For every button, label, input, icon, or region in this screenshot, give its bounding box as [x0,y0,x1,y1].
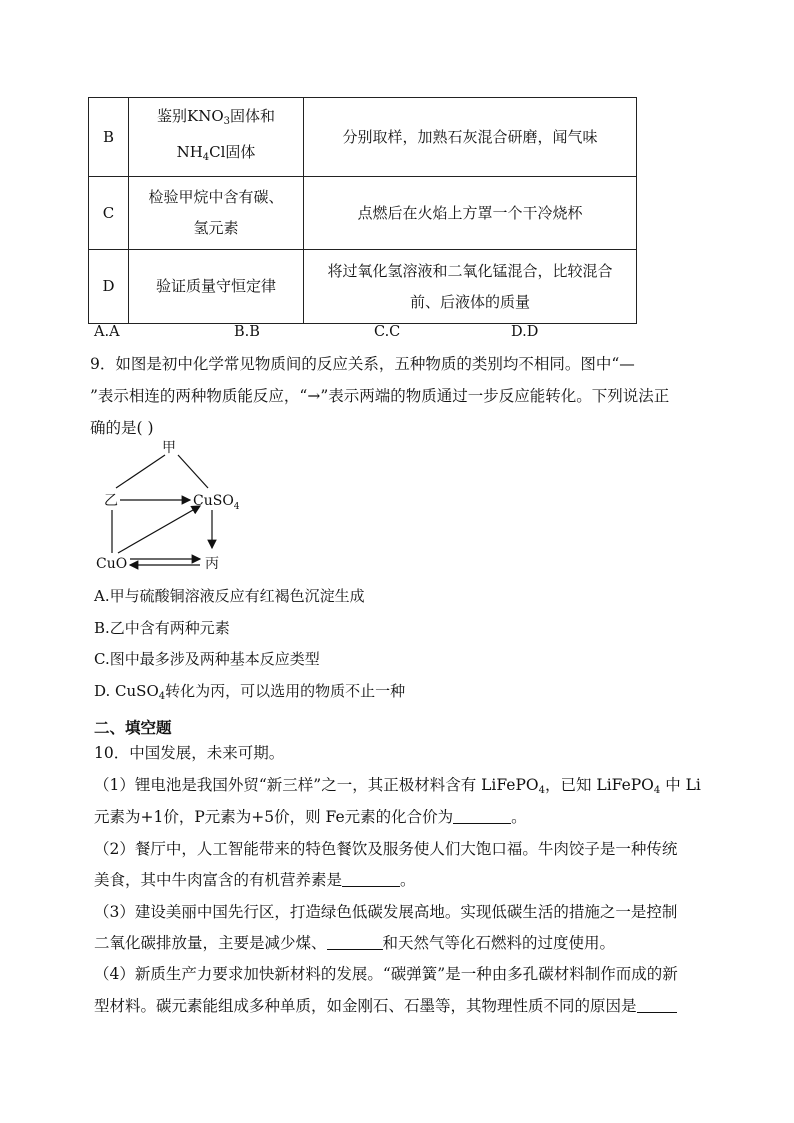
purpose-text: 鉴别KNO [156,107,224,125]
option-d-text: D. CuSO [94,682,159,700]
node-cuso4: CuSO$_4$ [193,493,240,512]
q10-part1-line2 [94,805,527,827]
option-d[interactable] [94,680,405,702]
purpose-text: Cl固体 [209,143,256,161]
node-yi: 乙 [104,493,118,509]
q10-part3-line2 [94,931,615,953]
text: 中 Li [660,776,701,794]
choice-d[interactable]: D.D [511,324,539,340]
purpose-text: 固体和 [230,107,276,125]
question-9-stem-line1: 9．如图是初中化学常见物质间的反应关系，五种物质的类别均不相同。图中“— [90,355,635,373]
method-text: 将过氧化氢溶液和二氧化锰混合，比较混合 [327,261,613,280]
table-row [89,250,637,324]
row-label: B [89,98,129,177]
node-bing: 丙 [205,556,219,572]
option-c[interactable]: C.图中最多涉及两种基本反应类型 [94,650,320,668]
text: （1）锂电池是我国外贸“新三样”之一，其正极材料含有 LiFePO [94,776,539,794]
text: 元素为+1价，P元素为+5价，则 Fe元素的化合价为 [94,808,454,826]
experiment-purpose: 验证质量守恒定律 [129,250,304,324]
question-9-stem-line2: ”表示相连的两种物质能反应，“→”表示两端的物质通过一步反应能转化。下列说法正 [90,387,670,405]
q10-part2-line1: （2）餐厅中，人工智能带来的特色餐饮及服务使人们大饱口福。牛肉饺子是一种传统 [94,840,678,858]
subscript: 4 [653,785,661,796]
q10-part1-line1 [94,773,701,796]
experiment-purpose [129,98,304,177]
text: 。 [400,871,416,889]
option-b[interactable]: B.乙中含有两种元素 [94,619,230,637]
method-text: 前、后液体的质量 [409,292,530,311]
option-a[interactable]: A.甲与硫酸铜溶液反应有红褐色沉淀生成 [94,587,365,605]
text: 美食，其中牛肉富含的有机营养素是 [94,871,343,889]
purpose-text: NH [176,143,203,161]
q10-part3-line1: （3）建设美丽中国先行区，打造绿色低碳发展高地。实现低碳生活的措施之一是控制 [94,903,678,921]
text: 和天然气等化石燃料的过度使用。 [382,934,616,952]
arrow-cuo-cuso4 [118,506,200,553]
option-d-text: 转化为丙，可以选用的物质不止一种 [165,682,406,700]
question-9-stem-line3: 确的是( ) [90,419,154,437]
row-label: C [89,177,129,250]
answer-blank[interactable] [327,934,383,950]
text: 。 [511,808,527,826]
question-10-intro: 10．中国发展，未来可期。 [94,744,285,762]
subscript: 3 [223,116,230,127]
purpose-text: 检验甲烷中含有碳、 [148,188,284,206]
choice-b[interactable]: B.B [234,324,260,340]
node-cuo: CuO [96,556,128,572]
table-row [89,98,637,177]
link-jia-cuso4 [178,455,208,488]
section-heading: 二、填空题 [94,719,172,737]
text: 二氧化碳排放量，主要是减少煤、 [94,934,327,952]
reaction-diagram [90,440,260,575]
text: ，已知 LiFePO [544,776,654,794]
subscript: 4 [202,152,210,163]
experiment-purpose [129,177,304,250]
q10-part4-line2 [94,994,677,1016]
table-row [89,177,637,250]
row-label: D [89,250,129,324]
experiment-method [304,250,637,324]
subscript: 4 [538,785,545,796]
q10-part4-line1: （4）新质生产力要求加快新材料的发展。“碳弹簧”是一种由多孔碳材料制作而成的新 [94,965,678,983]
question-8-table [88,97,637,324]
choice-c[interactable]: C.C [374,324,401,340]
q10-part2-line2 [94,868,416,890]
node-jia: 甲 [162,440,176,456]
experiment-method: 点燃后在火焰上方罩一个干冷烧杯 [304,177,637,250]
text: 型材料。碳元素能组成多种单质，如金刚石、石墨等，其物理性质不同的原因是 [94,997,637,1015]
answer-blank[interactable] [342,871,400,887]
answer-blank[interactable] [637,997,677,1013]
subscript: 4 [158,691,166,702]
choice-a[interactable]: A.A [94,324,120,340]
experiment-method: 分别取样，加熟石灰混合研磨，闻气味 [304,98,637,177]
purpose-text: 氢元素 [193,219,239,237]
answer-blank[interactable] [453,808,511,824]
link-jia-yi [116,455,165,488]
